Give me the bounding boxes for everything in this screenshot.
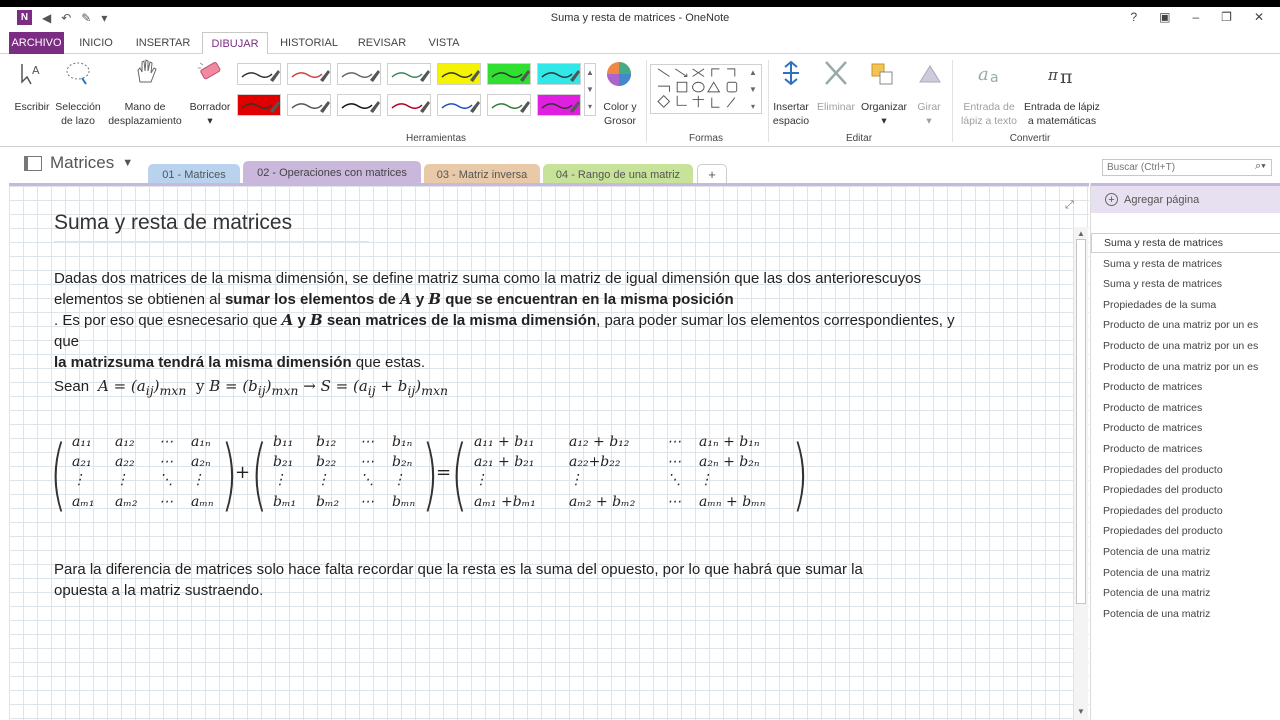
escribir-button[interactable]: Escribir <box>14 101 50 113</box>
pan-button[interactable]: Mano de desplazamiento <box>108 101 182 127</box>
bold-text: suma tendrá la misma dimensión <box>114 354 352 371</box>
pen-stroke-icon <box>438 64 480 84</box>
close-button[interactable]: ✕ <box>1253 10 1264 24</box>
pen-stroke-icon <box>288 95 330 115</box>
matrix-cell: aₘ₂ + bₘ₂ <box>569 494 636 510</box>
matrix-cell: a₂₁ <box>72 454 92 470</box>
ink-to-math-icon <box>1048 60 1076 86</box>
pen-3[interactable] <box>337 63 381 85</box>
matrix-cell: ⋮ <box>273 472 287 488</box>
page-list-item[interactable]: Propiedades del producto <box>1103 504 1223 517</box>
matrix-cell: ⋱ <box>667 472 681 488</box>
equals-sign: = <box>436 462 452 483</box>
svg-text:a: a <box>978 64 989 85</box>
pen-stroke-icon <box>488 95 530 115</box>
pen-6[interactable] <box>337 94 381 116</box>
shapes-gallery[interactable] <box>650 64 762 114</box>
group-formas: Formas <box>689 133 723 144</box>
matrix-cell: a₁₂ <box>115 434 135 450</box>
ribbon-draw <box>0 54 1280 147</box>
tab-dibujar[interactable]: DIBUJAR <box>202 32 268 55</box>
math-symbol: B <box>309 311 323 329</box>
matrix-cell: a₂ₙ <box>191 454 211 470</box>
group-herramientas: Herramientas <box>405 133 467 144</box>
page-list-item[interactable]: Producto de matrices <box>1103 401 1203 414</box>
matrix-cell: aₘ₁ <box>72 494 95 510</box>
page-list-item[interactable]: Suma y resta de matrices <box>1103 257 1223 270</box>
ink-to-text-button[interactable]: Entrada de lápiz a texto <box>960 101 1018 127</box>
customize-icon[interactable]: ▾ <box>101 10 108 25</box>
title-underline <box>54 241 369 242</box>
matrix-cell: a₁₂ + b₁₂ <box>569 434 630 450</box>
matrix-cell: a₂₁ + b₂₁ <box>474 454 535 470</box>
scrollbar-thumb[interactable] <box>1076 239 1086 604</box>
matrix-cell: b₂₂ <box>316 454 337 470</box>
notebook-navigation <box>0 147 1280 185</box>
page-list-item[interactable]: Potencia de una matriz <box>1103 566 1211 579</box>
ribbon-display-button[interactable]: ▣ <box>1159 10 1171 24</box>
matrix-cell: ⋯ <box>667 434 681 450</box>
matrix-cell: ⋮ <box>191 472 205 488</box>
sean-label: Sean <box>54 378 90 395</box>
bold-text: sumar los elementos de <box>224 291 401 308</box>
eraser-icon <box>196 60 224 86</box>
page-list-item[interactable]: Potencia de una matriz <box>1103 546 1211 558</box>
pen-stroke-icon <box>238 64 280 84</box>
matrix-cell: bₘ₁ <box>273 494 297 510</box>
matrix-cell: ⋮ <box>115 472 129 488</box>
pen-2[interactable] <box>287 63 331 85</box>
page-list-item[interactable]: Producto de una matriz por un es <box>1103 340 1259 352</box>
maximize-button[interactable]: ❐ <box>1221 10 1232 24</box>
tab-inicio[interactable]: INICIO <box>79 37 113 49</box>
group-editar: Editar <box>845 133 873 144</box>
notebook-icon <box>24 156 42 171</box>
tab-historial[interactable]: HISTORIAL <box>280 37 338 49</box>
difference-line-2: opuesta a la matriz sustraendo. <box>54 582 264 599</box>
matrix-cell: aₘₙ <box>191 494 214 510</box>
matrix-cell: ⋮ <box>392 472 406 488</box>
highlighter-magenta[interactable] <box>537 94 581 116</box>
matrix-cell: ⋱ <box>360 472 374 488</box>
matrix-cell: ⋯ <box>667 454 681 470</box>
page-list-item[interactable]: Producto de matrices <box>1103 422 1203 435</box>
page-list-item[interactable]: Propiedades del producto <box>1103 525 1223 538</box>
page-list-item[interactable]: Potencia de una matriz <box>1103 607 1211 620</box>
bold-text: y <box>411 291 429 308</box>
scroll-down-icon[interactable]: ▼ <box>1077 707 1085 716</box>
window-title: Suma y resta de matrices - OneNote <box>550 12 730 24</box>
insert-space-button[interactable]: Insertar espacio <box>772 101 810 127</box>
matrix-cell: ⋮ <box>569 472 583 488</box>
matrix-cell: aₘ₁ +bₘ₁ <box>474 494 536 510</box>
page-list-item[interactable]: Propiedades del producto <box>1103 463 1223 476</box>
matrix-cell: ⋯ <box>360 454 374 470</box>
math-symbol: A <box>281 311 294 329</box>
page-list-item[interactable]: Producto de una matriz por un es <box>1103 319 1259 332</box>
section-tab-rango[interactable]: 04 - Rango de una matriz <box>543 164 693 185</box>
page-list-item[interactable]: Producto de matrices <box>1103 381 1203 394</box>
rotate-button[interactable]: Girar ▾ <box>917 101 941 127</box>
help-button[interactable]: ? <box>1130 10 1138 24</box>
svg-text:π: π <box>1048 66 1058 84</box>
matrix-cell: ⋮ <box>316 472 330 488</box>
pen-stroke-icon <box>538 64 580 84</box>
lasso-button[interactable]: Selección de lazo <box>55 101 101 127</box>
matrix-cell: ⋯ <box>360 494 374 510</box>
text-run: necesario que <box>183 312 282 329</box>
pen-stroke-icon <box>338 64 380 84</box>
page-list-item[interactable]: Propiedades del producto <box>1103 484 1223 497</box>
left-paren: ( <box>49 430 67 520</box>
tab-revisar[interactable]: REVISAR <box>357 37 407 49</box>
right-paren: ) <box>791 430 809 520</box>
paragraph-definition[interactable] <box>54 268 974 373</box>
separator <box>646 60 647 142</box>
matrix-cell: a₂₂ <box>115 454 135 470</box>
page-list-item[interactable]: Potencia de una matriz <box>1103 587 1211 600</box>
plus-sign: + <box>235 462 251 483</box>
page-title[interactable]: Suma y resta de matrices <box>54 211 293 234</box>
pen-7[interactable] <box>387 94 431 116</box>
pen-stroke-icon <box>338 95 380 115</box>
matrix-cell: ⋱ <box>159 472 173 488</box>
tab-vista[interactable]: VISTA <box>428 37 460 49</box>
matrix-cell: a₁ₙ + b₁ₙ <box>699 434 760 450</box>
matrix-b[interactable] <box>250 430 439 522</box>
rotate-icon <box>916 60 944 86</box>
difference-line-1: Para la diferencia de matrices solo hace falta recordar que la resta es la suma del opuesto, por lo que habrá que sumar la <box>54 561 863 578</box>
text-run: que estas. <box>351 354 425 371</box>
bold-text: que se encuentran en la misma posición <box>441 291 734 308</box>
bold-text: sean matrices de la misma dimensión <box>322 312 597 329</box>
matrix-cell: b₁₂ <box>316 434 337 450</box>
pen-stroke-icon <box>538 95 580 115</box>
matrix-a[interactable] <box>49 430 238 522</box>
highlighter-cyan[interactable] <box>537 63 581 85</box>
title-bar <box>0 7 1280 29</box>
matrix-cell: b₁ₙ <box>392 434 413 450</box>
text-run: Dadas dos matrices de la misma dimensión, se define matriz suma como la matriz de igual dimensión que las dos anteriores <box>54 270 882 287</box>
right-paren: ) <box>421 430 439 520</box>
matrix-cell: b₂ₙ <box>392 454 413 470</box>
search-input[interactable] <box>1102 159 1272 176</box>
matrix-cell: ⋯ <box>667 494 681 510</box>
separator <box>952 60 953 142</box>
add-page-label: Agregar página <box>1124 193 1200 206</box>
add-section-button[interactable]: + <box>697 164 727 185</box>
section-tab-operaciones[interactable]: 02 - Operaciones con matrices <box>243 161 421 185</box>
lasso-select-icon <box>64 60 92 86</box>
matrix-cell: a₁ₙ <box>191 434 211 450</box>
matrix-cell: a₁₁ <box>72 434 92 450</box>
page-canvas[interactable] <box>9 183 1089 720</box>
bold-text: la matriz <box>54 354 115 371</box>
arrange-button[interactable]: Organizar ▾ <box>860 101 908 127</box>
matrix-cell: ⋯ <box>159 434 173 450</box>
section-tab-matrices[interactable]: 01 - Matrices <box>148 164 240 185</box>
page-list-item[interactable]: Suma y resta de matrices <box>1103 278 1223 291</box>
color-grosor-button[interactable]: Color y Grosor <box>603 101 637 127</box>
matrix-cell: ⋯ <box>360 434 374 450</box>
page-list-pane <box>1090 183 1280 720</box>
onenote-window <box>0 7 1280 720</box>
highlighter-green[interactable] <box>487 63 531 85</box>
color-wheel-icon <box>605 61 633 87</box>
text-run: cuyos elementos se obtienen al <box>54 270 922 308</box>
pen-9[interactable] <box>487 94 531 116</box>
add-circle-icon: + <box>1105 193 1118 206</box>
pen-stroke-icon <box>288 64 330 84</box>
math-symbol: A <box>400 290 412 308</box>
matrix-cell: ⋮ <box>474 472 488 488</box>
group-convertir: Convertir <box>1009 133 1051 144</box>
pen-mode-icon[interactable]: ✎ <box>81 10 92 25</box>
matrix-cell: aₘₙ + bₘₙ <box>699 494 766 510</box>
matrix-cell: a₂₂+b₂₂ <box>569 454 621 470</box>
formula-line[interactable] <box>54 376 448 401</box>
right-paren: ) <box>220 430 238 520</box>
matrix-cell: ⋯ <box>159 494 173 510</box>
type-text-icon <box>18 60 46 86</box>
onenote-logo-icon: N <box>17 10 32 25</box>
matrix-cell: a₂ₙ + b₂ₙ <box>699 454 760 470</box>
notebook-selector[interactable] <box>24 153 133 173</box>
add-page-button[interactable] <box>1091 183 1280 213</box>
ribbon-tabs <box>0 32 1280 54</box>
back-icon[interactable]: ◀ <box>42 10 52 25</box>
minimize-button[interactable]: – <box>1192 10 1200 24</box>
matrix-sum[interactable] <box>450 430 809 522</box>
page-list-item[interactable]: Propiedades de la suma <box>1103 298 1217 311</box>
matrix-cell: ⋯ <box>159 454 173 470</box>
page-list-item[interactable]: Producto de matrices <box>1103 443 1203 455</box>
left-paren: ( <box>450 430 468 520</box>
chevron-down-icon: ▼ <box>122 157 134 169</box>
tab-archivo[interactable]: ARCHIVO <box>9 32 64 54</box>
pen-1[interactable] <box>237 63 281 85</box>
matrix-cell: bₘₙ <box>392 494 416 510</box>
delete-button[interactable]: Eliminar <box>817 101 855 113</box>
insert-space-icon <box>777 60 805 86</box>
text-run: , para poder sumar los elementos correspondientes, y que <box>54 312 955 350</box>
pen-stroke-icon <box>388 64 430 84</box>
left-paren: ( <box>250 430 268 520</box>
matrix-cell: ⋮ <box>699 472 713 488</box>
paragraph-difference[interactable] <box>54 559 863 601</box>
pen-4[interactable] <box>387 63 431 85</box>
svg-text:a: a <box>990 70 999 86</box>
matrix-cell: b₂₁ <box>273 454 294 470</box>
pen-8[interactable] <box>437 94 481 116</box>
hand-pan-icon <box>132 58 160 84</box>
notebook-name: Matrices <box>50 153 115 172</box>
undo-icon[interactable]: ↶ <box>61 10 72 25</box>
pen-5[interactable] <box>287 94 331 116</box>
highlighter-yellow[interactable] <box>437 63 481 85</box>
matrix-cell: b₁₁ <box>273 434 294 450</box>
window-controls <box>1130 10 1264 24</box>
arrange-icon <box>868 60 896 86</box>
eraser-button[interactable]: Borrador ▾ <box>189 101 231 127</box>
pen-stroke-icon <box>388 95 430 115</box>
bold-text: y <box>293 312 310 329</box>
expand-icon[interactable]: ⤢ <box>1065 199 1074 211</box>
pens-scroll[interactable]: ▲ ▼ ▾ <box>584 63 596 116</box>
matrix-cell: bₘ₂ <box>316 494 340 510</box>
pen-stroke-icon <box>438 95 480 115</box>
page-list-item[interactable]: Suma y resta de matrices <box>1091 233 1280 253</box>
svg-text:π: π <box>1060 66 1073 86</box>
formula-text: $A = (a_{ij})_{mxn}$ y $B = (b_{ij})_{mxn} \to S = (a_{ij} + b_{ij})_{mxn}$ <box>93 377 449 398</box>
matrix-cell: ⋮ <box>72 472 86 488</box>
pen-stroke-icon <box>488 64 530 84</box>
shapes-scroll[interactable]: ▲ ▼ ▾ <box>749 68 757 111</box>
text-run: . Es por eso que es <box>54 312 184 329</box>
tab-insertar[interactable]: INSERTAR <box>135 37 191 49</box>
ink-to-math-button[interactable]: Entrada de lápiz a matemáticas <box>1024 101 1100 127</box>
search-icon[interactable]: ⌕▾ <box>1255 160 1266 172</box>
matrix-cell: aₘ₂ <box>115 494 138 510</box>
scroll-up-icon[interactable]: ▲ <box>1077 229 1085 238</box>
section-tab-inversa[interactable]: 03 - Matriz inversa <box>424 164 540 185</box>
svg-text:A: A <box>32 64 40 77</box>
pen-red-fill[interactable] <box>237 94 281 116</box>
ink-to-text-icon <box>976 60 1004 86</box>
matrix-cell: a₁₁ + b₁₁ <box>474 434 535 450</box>
page-list-item[interactable]: Producto de una matriz por un es <box>1103 360 1259 373</box>
pen-stroke-icon <box>238 95 280 115</box>
delete-x-icon <box>822 60 850 86</box>
math-symbol: B <box>428 290 442 308</box>
